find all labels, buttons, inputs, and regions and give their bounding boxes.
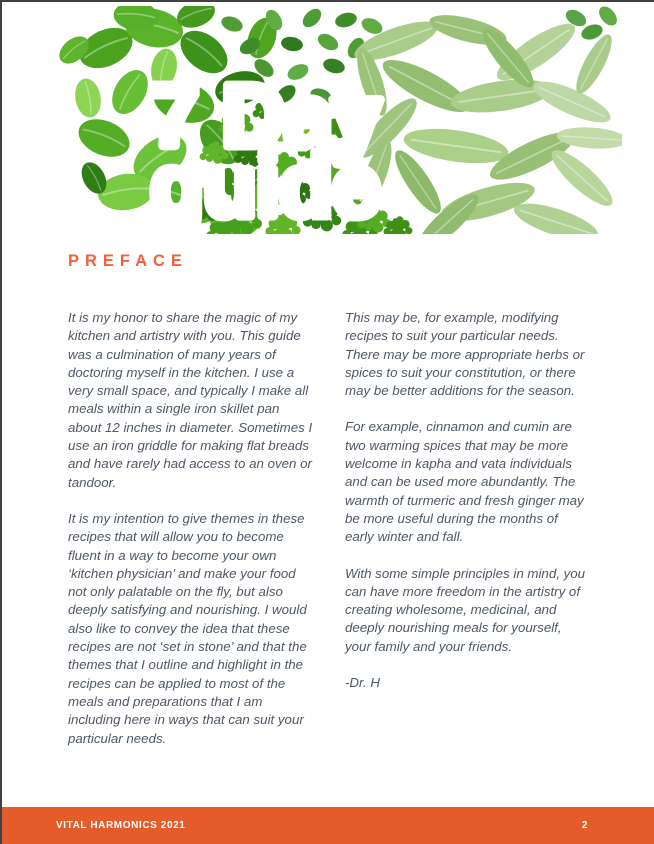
footer-bar [2,807,654,844]
title-line-1: 7 Day [150,66,380,165]
paragraph: With some simple principles in mind, you can have more freedom in the artistry of creating wholesome, medicinal, and deeply nourishing meals for yourself, your family and your friends. [345,565,586,654]
footer-publisher: VITAL HARMONICS 2021 [56,820,186,831]
footer-page-number: 2 [581,820,588,831]
sage-cluster [350,9,622,234]
signature: -Dr. H [345,675,380,691]
paragraph: For example, cinnamon and cumin are two warming spices that may be more welcome in kapha and vata individuals and can be used more abundantly. The warmth of turmeric and fresh ginger may be more useful during the months of early winter and fall. [345,419,584,545]
preface-right-column [345,309,590,766]
paragraph: It is my intention to give themes in these recipes that will allow you to become fluent in a way to become your own ‘kitchen physician’ and make your food not only palatable on the fly, but also deeply satisfying and nourishing. I would also like to convey the idea that these recipes are not ‘set in stone’ and that the themes that I outline and highlight in the recipes can be applied to most of the meals and preparations that I am including here in ways that can suit your particular needs. [68,510,307,746]
hero-image [36,6,622,234]
paragraph: It is my honor to share the magic of my kitchen and artistry with you. This guide was a culmination of many years of doctoring myself in the kitchen. I use a very small space, and typically I make all meals within a single iron skillet pan about 12 inches in diameter. Sometimes I use an iron griddle for making flat breads and have rarely had access to an oven or tandoor. [68,310,313,490]
title-line-2: guide [150,136,380,234]
preface-columns [68,309,590,766]
herbs-photo [36,6,622,234]
preface-heading: PREFACE [68,252,188,270]
preface-left-column [68,309,313,766]
paragraph: This may be, for example, modifying recipes to suit your particular needs. There may be more appropriate herbs or spices to suit your constitution, or there may be better additions for the season. [345,310,585,399]
